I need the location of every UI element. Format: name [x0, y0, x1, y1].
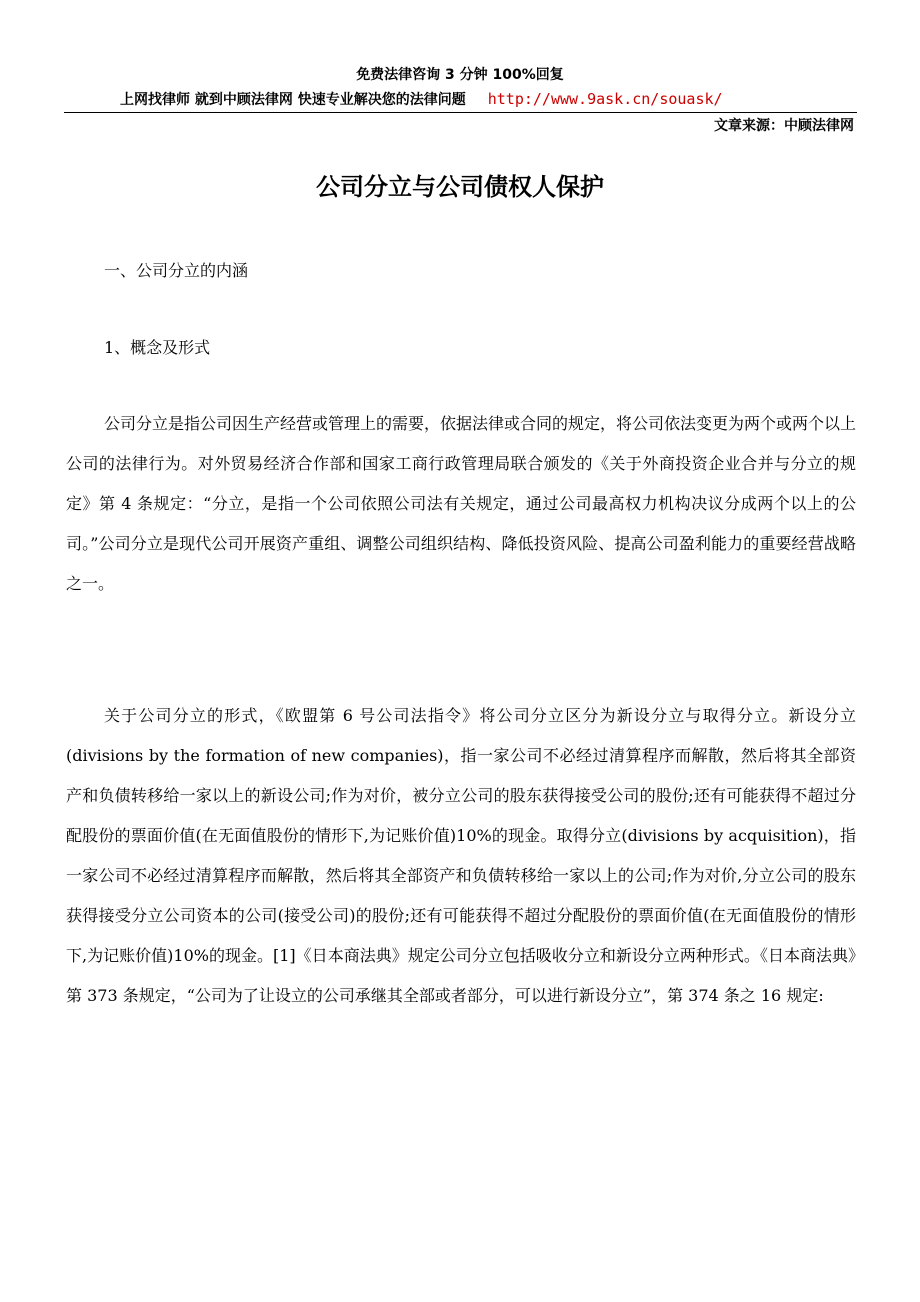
paragraph-forms: 关于公司分立的形式，《欧盟第 6 号公司法指令》将公司分立区分为新设分立与取得分立。新设分立(divisions by the formation of new companies)，指一家公司不必经过清算程序而解散，然后将其全部资产和负债转移给一家以上的新设公司;作为对价，被分立公司的股东获得接受公司的股份;还有可能获得不超过分配股份的票面价值(在无面值股份的情形下,为记账价值)10%的现金。取得分立(divisions by acquisition)，指一家公司不必经过清算程序而解散，然后将其全部资产和负债转移给一家以上的公司;作为对价,分立公司的股东获得接受分立公司资本的公司(接受公司)的股份;还有可能获得不超过分配股份的票面价值(在无面值股份的情形下,为记账价值)10%的现金。[1]《日本商法典》规定公司分立包括吸收分立和新设分立两种形式。《日本商法典》第 373 条规定，“公司为了让设立的公司承继其全部或者部分，可以进行新设分立”，第 374 条之 16 规定:: [66, 706, 856, 1005]
article-source: 文章来源：中顾法律网: [714, 118, 854, 134]
header-tagline: [120, 90, 723, 109]
paragraph-definition: 公司分立是指公司因生产经营或管理上的需要，依据法律或合同的规定，将公司依法变更为两个或两个以上公司的法律行为。对外贸易经济合作部和国家工商行政管理局联合颁发的《关于外商投资企业合并与分立的规定》第 4 条规定：“分立，是指一个公司依照公司法有关规定，通过公司最高权力机构决议分成两个以上的公司。”公司分立是现代公司开展资产重组、调整公司组织结构、降低投资风险、提高公司盈利能力的重要经营战略之一。: [66, 414, 857, 593]
section-heading: 一、公司分立的内涵: [104, 261, 249, 280]
header-consult-banner: 免费法律咨询 3 分钟 100%回复: [356, 67, 564, 83]
page-title: 公司分立与公司债权人保护: [316, 173, 604, 201]
header-divider: [64, 112, 857, 113]
subsection-heading: 1、概念及形式: [104, 338, 211, 357]
header-link[interactable]: http://www.9ask.cn/souask/: [487, 90, 723, 108]
header-tagline-text: 上网找律师 就到中顾法律网 快速专业解决您的法律问题: [120, 92, 466, 108]
